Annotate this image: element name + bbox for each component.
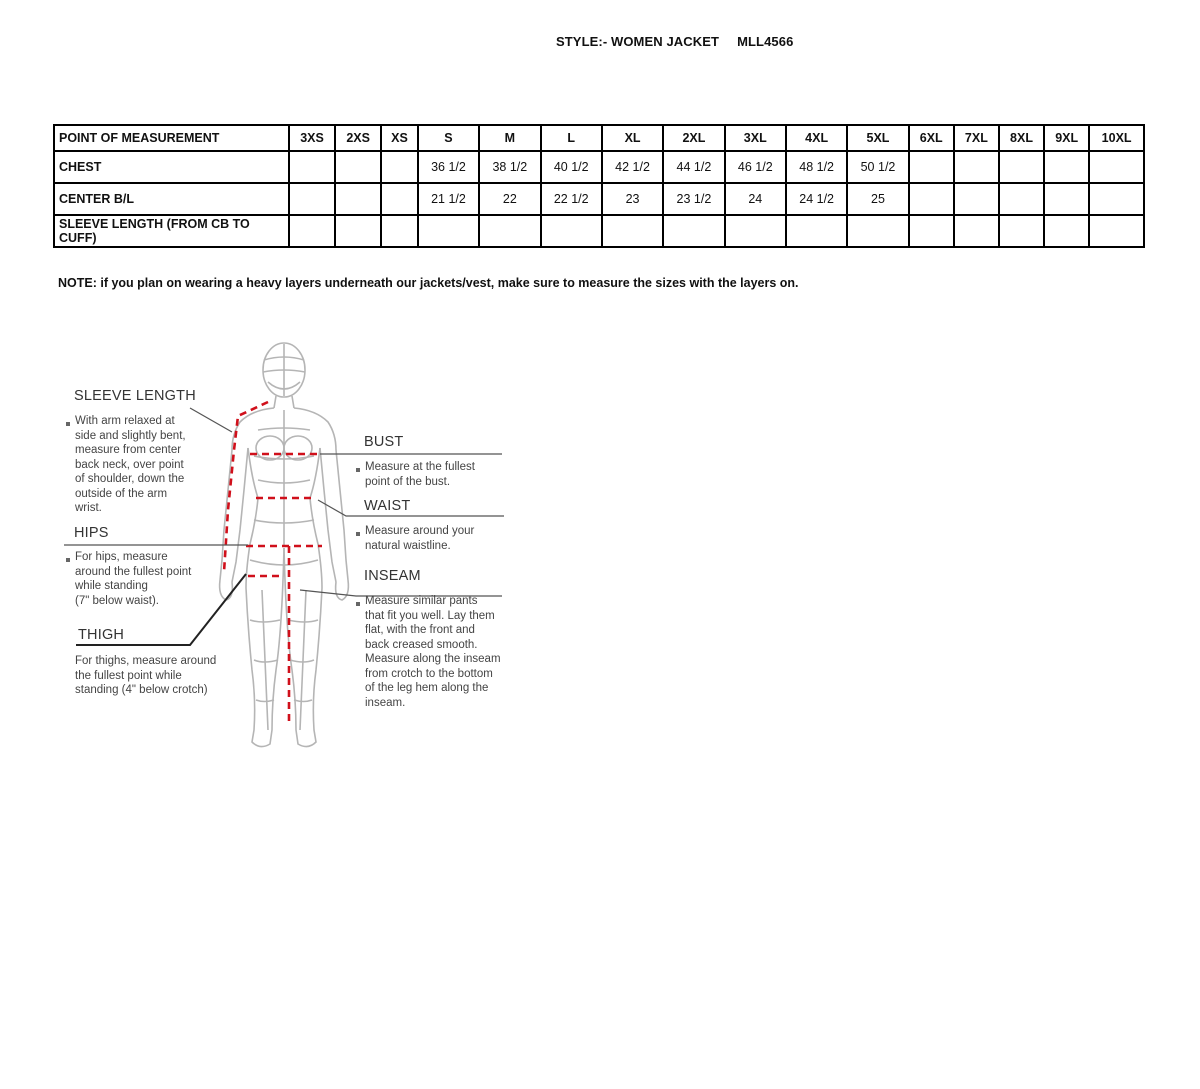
row-label: SLEEVE LENGTH (FROM CB TO CUFF) xyxy=(54,215,289,247)
layering-note: NOTE: if you plan on wearing a heavy layers underneath our jackets/vest, make sure to measure the sizes with the layers on. xyxy=(58,276,799,290)
column-header-size: 5XL xyxy=(847,125,908,151)
inseam-bullet xyxy=(356,602,360,606)
table-cell: 23 1/2 xyxy=(663,183,724,215)
column-header-size: 8XL xyxy=(999,125,1044,151)
table-cell xyxy=(381,183,418,215)
text-line: of shoulder, down the xyxy=(75,473,185,485)
table-cell xyxy=(1044,215,1089,247)
text-line: (7" below waist). xyxy=(75,594,159,607)
column-header-size: 3XL xyxy=(725,125,786,151)
table-cell xyxy=(954,151,999,183)
column-header-size: 2XL xyxy=(663,125,724,151)
table-cell xyxy=(909,151,954,183)
table-cell xyxy=(602,215,663,247)
hips-text xyxy=(75,550,191,608)
style-title xyxy=(556,34,793,49)
column-header-size: 6XL xyxy=(909,125,954,151)
table-cell xyxy=(335,215,381,247)
text-line: With arm relaxed at xyxy=(75,415,175,427)
table-cell: 48 1/2 xyxy=(786,151,847,183)
text-line: measure from center xyxy=(75,444,182,456)
column-header-size: S xyxy=(418,125,479,151)
text-line: that fit you well. Lay them xyxy=(365,609,495,622)
table-cell: 44 1/2 xyxy=(663,151,724,183)
sleeve-leader xyxy=(190,408,232,432)
text-line: the fullest point while xyxy=(75,669,182,682)
table-cell xyxy=(847,215,908,247)
hips-bullet xyxy=(66,558,70,562)
table-cell: 21 1/2 xyxy=(418,183,479,215)
text-line: outside of the arm xyxy=(75,487,168,500)
text-line: while standing xyxy=(75,580,148,592)
table-cell: 42 1/2 xyxy=(602,151,663,183)
table-cell xyxy=(418,215,479,247)
text-line: around the fullest point xyxy=(75,565,192,578)
table-row xyxy=(54,215,1144,247)
table-cell xyxy=(663,215,724,247)
waist-heading: WAIST xyxy=(364,498,411,514)
text-line: standing (4" below crotch) xyxy=(75,684,208,696)
sleeve-length-heading: SLEEVE LENGTH xyxy=(74,388,196,404)
inseam-heading: INSEAM xyxy=(364,568,421,584)
table-cell xyxy=(289,215,335,247)
row-label: CHEST xyxy=(54,151,289,183)
table-row xyxy=(54,151,1144,183)
table-cell: 24 1/2 xyxy=(786,183,847,215)
thigh-text xyxy=(75,654,216,698)
table-cell xyxy=(381,215,418,247)
table-cell xyxy=(786,215,847,247)
column-header-size: 9XL xyxy=(1044,125,1089,151)
text-line: from crotch to the bottom xyxy=(365,667,493,680)
table-cell xyxy=(335,183,381,215)
table-cell xyxy=(954,215,999,247)
thigh-heading: THIGH xyxy=(78,627,125,643)
column-header-size: XL xyxy=(602,125,663,151)
table-cell xyxy=(335,151,381,183)
text-line: For hips, measure xyxy=(75,551,168,563)
column-header-size: M xyxy=(479,125,540,151)
column-header-size: XS xyxy=(381,125,418,151)
text-line: Measure at the fullest xyxy=(365,461,475,473)
column-header-size: 4XL xyxy=(786,125,847,151)
table-cell xyxy=(999,215,1044,247)
table-cell xyxy=(999,151,1044,183)
column-header-size: 3XS xyxy=(289,125,335,151)
text-line: point of the bust. xyxy=(365,475,451,488)
table-cell xyxy=(909,215,954,247)
waist-text xyxy=(365,524,474,553)
table-cell: 36 1/2 xyxy=(418,151,479,183)
text-line: For thighs, measure around xyxy=(75,655,217,667)
row-label: CENTER B/L xyxy=(54,183,289,215)
table-cell: 38 1/2 xyxy=(479,151,540,183)
waist-leader xyxy=(318,500,504,516)
table-cell xyxy=(1044,151,1089,183)
column-header-measurement: POINT OF MEASUREMENT xyxy=(54,125,289,151)
bust-text xyxy=(365,460,475,489)
style-label: STYLE:- WOMEN JACKET xyxy=(556,34,720,49)
table-cell: 22 xyxy=(479,183,540,215)
table-cell: 50 1/2 xyxy=(847,151,908,183)
table-cell xyxy=(289,183,335,215)
text-line: inseam. xyxy=(365,696,406,709)
column-header-size: 10XL xyxy=(1089,125,1144,151)
table-cell: 25 xyxy=(847,183,908,215)
table-cell xyxy=(289,151,335,183)
table-cell xyxy=(1089,215,1144,247)
bust-heading: BUST xyxy=(364,434,404,450)
table-cell xyxy=(381,151,418,183)
column-header-size: L xyxy=(541,125,602,151)
table-cell: 22 1/2 xyxy=(541,183,602,215)
table-cell xyxy=(1044,183,1089,215)
size-chart-table xyxy=(53,124,1145,248)
bust-bullet xyxy=(356,468,360,472)
text-line: Measure along the inseam xyxy=(365,653,501,665)
text-line: of the leg hem along the xyxy=(365,682,489,694)
table-cell: 23 xyxy=(602,183,663,215)
style-code: MLL4566 xyxy=(737,34,794,49)
table-header-row xyxy=(54,125,1144,151)
text-line: back creased smooth. xyxy=(365,638,478,651)
table-cell xyxy=(725,215,786,247)
table-cell: 24 xyxy=(725,183,786,215)
text-line: back neck, over point xyxy=(75,458,184,471)
text-line: Measure similar pants xyxy=(365,595,478,607)
column-header-size: 7XL xyxy=(954,125,999,151)
table-cell xyxy=(479,215,540,247)
text-line: Measure around your xyxy=(365,525,475,537)
hips-heading: HIPS xyxy=(74,525,109,541)
inseam-text xyxy=(365,594,501,710)
text-line: wrist. xyxy=(75,502,102,514)
table-cell xyxy=(954,183,999,215)
table-row xyxy=(54,183,1144,215)
column-header-size: 2XS xyxy=(335,125,381,151)
table-cell xyxy=(999,183,1044,215)
text-line: natural waistline. xyxy=(365,539,451,552)
text-line: flat, with the front and xyxy=(365,624,475,636)
table-cell xyxy=(1089,183,1144,215)
sleeve-bullet xyxy=(66,422,70,426)
measurement-guide xyxy=(0,330,560,760)
table-cell: 46 1/2 xyxy=(725,151,786,183)
table-cell xyxy=(909,183,954,215)
sleeve-length-text xyxy=(75,414,186,516)
table-cell xyxy=(1089,151,1144,183)
table-cell: 40 1/2 xyxy=(541,151,602,183)
text-line: side and slightly bent, xyxy=(75,429,186,442)
waist-bullet xyxy=(356,532,360,536)
table-cell xyxy=(541,215,602,247)
